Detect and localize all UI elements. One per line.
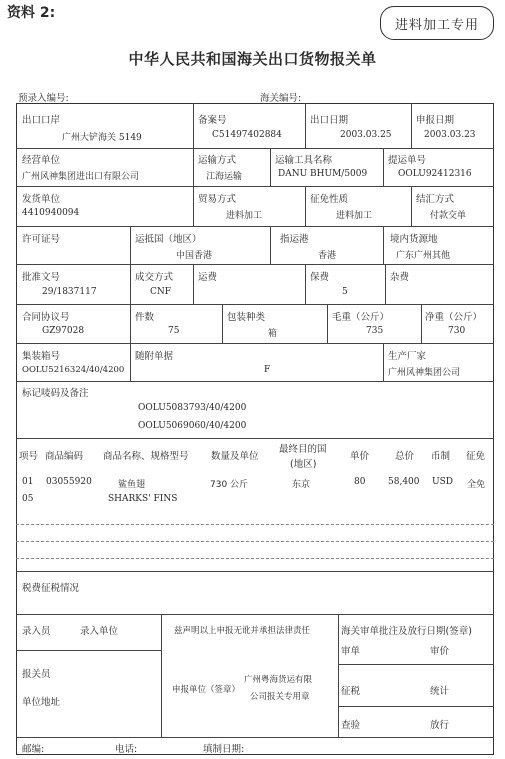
container-no-value: OOLU5216324/40/4200 (22, 365, 125, 375)
dashed-line (16, 524, 494, 525)
port-of-destination-label: 指运港 (280, 234, 309, 245)
goods-name-en: SHARKS' FINS (108, 494, 178, 504)
goods-header-unit-price: 单价 (350, 451, 370, 462)
terms-label: 成交方式 (135, 272, 174, 283)
net-weight-value: 730 (448, 326, 466, 336)
col-divider (383, 226, 384, 264)
col-divider (193, 148, 194, 186)
goods-item-no: 01 (22, 477, 34, 487)
tax-collection-label: 征税 (341, 686, 361, 697)
dashed-line (16, 541, 494, 542)
declare-date-label: 申报日期 (416, 115, 455, 126)
bl-no-label: 提运单号 (388, 155, 427, 166)
export-date-value: 2003.03.25 (340, 130, 392, 140)
row-divider (338, 706, 494, 707)
misc-label: 杂费 (390, 272, 410, 283)
declarant-label: 报关员 (22, 669, 51, 680)
goods-header-final-dest-region: (地区) (290, 459, 317, 470)
col-divider (327, 304, 328, 343)
bl-no-value: OOLU92412316 (398, 169, 472, 179)
declaration-statement: 兹声明以上申报无讹并承担法律责任 (174, 626, 311, 636)
packing-type-value: 箱 (268, 329, 278, 339)
goods-header-qty-unit: 数量及单位 (211, 451, 259, 462)
section-label: 资料 2: (7, 5, 56, 21)
tax-nature-value: 进料加工 (336, 211, 373, 221)
goods-header-total-price: 总价 (395, 451, 415, 462)
insurance-label: 保费 (310, 272, 330, 283)
col-divider (193, 264, 194, 304)
manufacturer-label: 生产厂家 (388, 351, 427, 362)
export-port-label: 出口口岸 (22, 115, 61, 126)
operator-value: 广州风神集团进出口有限公司 (22, 172, 140, 182)
marks-remarks-label: 标记唛码及备注 (22, 388, 89, 399)
attached-docs-value: F (264, 365, 271, 375)
col-divider (305, 103, 306, 148)
goods-header-exemption: 征免 (466, 451, 486, 462)
company-stamp-line-1: 广州粤海货运有限 (244, 675, 313, 685)
col-divider (421, 304, 422, 343)
goods-header-code: 商品编码 (45, 451, 84, 462)
processing-trade-stamp (380, 6, 494, 40)
contract-no-value: GZ97028 (42, 326, 85, 336)
declarant-unit-label: 申报单位（签章） (172, 685, 241, 695)
goods-header-final-dest: 最终目的国 (279, 444, 327, 455)
packages-value: 75 (168, 326, 180, 336)
domestic-source-value: 广东广州其他 (396, 251, 451, 261)
insurance-value: 5 (342, 287, 348, 297)
destination-country-value: 中国香港 (176, 251, 213, 261)
page-title: 中华人民共和国海关出口货物报关单 (128, 50, 377, 68)
col-divider (161, 614, 162, 737)
col-divider (130, 343, 131, 381)
trade-mode-value: 进料加工 (226, 211, 263, 221)
phone-label: 电话: (115, 744, 138, 755)
record-no-value: C51497402884 (212, 130, 282, 140)
packing-type-label: 包装种类 (227, 312, 266, 323)
freight-label: 运费 (198, 272, 218, 283)
goods-exemption: 全免 (467, 480, 486, 490)
contract-no-label: 合同协议号 (22, 312, 70, 323)
approval-no-label: 批准文号 (22, 272, 61, 283)
price-review-label: 审价 (430, 646, 450, 657)
port-of-destination-value: 香港 (318, 251, 337, 261)
row-divider (338, 664, 494, 665)
declare-date-value: 2003.03.23 (424, 130, 476, 140)
row-divider (16, 343, 494, 344)
export-date-label: 出口日期 (310, 115, 349, 126)
pre-entry-label: 预录入编号: (18, 93, 69, 104)
review-label: 审单 (341, 646, 361, 657)
goods-qty: 730 公斤 (210, 480, 249, 490)
col-divider (305, 264, 306, 304)
manufacturer-value: 广州风神集团公司 (388, 368, 461, 378)
marks-line-2: OOLU5069060/40/4200 (138, 421, 247, 431)
release-label: 放行 (430, 720, 450, 731)
statistics-label: 统计 (430, 686, 450, 697)
goods-dest: 东京 (292, 480, 311, 490)
col-divider (193, 186, 194, 226)
settlement-value: 付款交单 (430, 211, 467, 221)
vessel-label: 运输工具名称 (275, 155, 333, 166)
goods-header-name-spec: 商品名称、规格型号 (103, 451, 189, 462)
tax-status-label: 税费征税情况 (22, 583, 80, 594)
marks-line-1: OOLU5083793/40/4200 (138, 403, 247, 413)
gross-weight-label: 毛重（公斤） (332, 312, 390, 323)
row-divider (16, 438, 494, 439)
entry-clerk-label: 录入员 (22, 626, 51, 637)
col-divider (383, 343, 384, 381)
row-divider (16, 650, 161, 651)
destination-country-label: 运抵国（地区） (135, 234, 202, 245)
goods-name: 鲨鱼翅 (118, 480, 146, 490)
consignor-value: 4410940094 (22, 208, 80, 218)
col-divider (338, 614, 339, 737)
inspection-label: 查验 (341, 720, 361, 731)
row-divider (16, 737, 494, 738)
net-weight-label: 净重（公斤） (425, 312, 483, 323)
consignor-label: 发货单位 (22, 194, 61, 205)
export-port-value: 广州大铲海关 5149 (62, 133, 142, 143)
row-divider (16, 186, 494, 187)
packages-label: 件数 (135, 312, 155, 323)
goods-header-currency: 币制 (431, 451, 451, 462)
company-stamp-line-2: 公司报关专用章 (250, 692, 310, 702)
col-divider (411, 186, 412, 226)
col-divider (130, 226, 131, 264)
license-label: 许可证号 (22, 234, 61, 245)
tax-nature-label: 征免性质 (310, 194, 349, 205)
fill-date-label: 填制日期: (203, 744, 245, 755)
col-divider (270, 226, 271, 264)
attached-docs-label: 随附单据 (135, 351, 174, 362)
settlement-label: 结汇方式 (416, 194, 455, 205)
customs-approval-label: 海关审单批注及放行日期(签章) (341, 626, 472, 637)
operator-label: 经营单位 (22, 155, 61, 166)
col-divider (193, 103, 194, 148)
row-divider (16, 226, 494, 227)
vessel-value: DANU BHUM/5009 (278, 169, 368, 179)
stamp-text: 进料加工专用 (394, 17, 479, 33)
row-divider (16, 264, 494, 265)
gross-weight-value: 735 (366, 326, 384, 336)
goods-total: 58,400 (388, 477, 420, 487)
col-divider (383, 148, 384, 186)
col-divider (130, 304, 131, 343)
container-no-label: 集装箱号 (22, 351, 61, 362)
record-no-label: 备案号 (198, 115, 227, 126)
entry-unit-label: 录入单位 (80, 626, 119, 637)
transport-mode-value: 江海运输 (206, 172, 243, 182)
postcode-label: 邮编: (22, 744, 45, 755)
transport-mode-label: 运输方式 (198, 155, 237, 166)
goods-unit-price: 80 (354, 477, 366, 487)
terms-value: CNF (150, 287, 172, 297)
row-divider (16, 304, 494, 305)
customs-no-label: 海关编号: (260, 93, 302, 104)
row-divider (16, 381, 494, 382)
goods-currency: USD (432, 477, 453, 487)
goods-seq: 05 (22, 494, 34, 504)
col-divider (411, 103, 412, 148)
col-divider (385, 264, 386, 304)
col-divider (130, 264, 131, 304)
approval-no-value: 29/1837117 (42, 287, 97, 297)
row-divider (16, 571, 494, 572)
col-divider (270, 148, 271, 186)
col-divider (305, 186, 306, 226)
goods-code: 03055920 (46, 477, 92, 487)
col-divider (222, 304, 223, 343)
trade-mode-label: 贸易方式 (198, 194, 237, 205)
dashed-line (16, 558, 494, 559)
domestic-source-label: 境内货源地 (390, 234, 438, 245)
goods-header-item-no: 项号 (19, 451, 39, 462)
unit-address-label: 单位地址 (22, 697, 61, 708)
row-divider (16, 614, 494, 615)
row-divider (16, 148, 494, 149)
